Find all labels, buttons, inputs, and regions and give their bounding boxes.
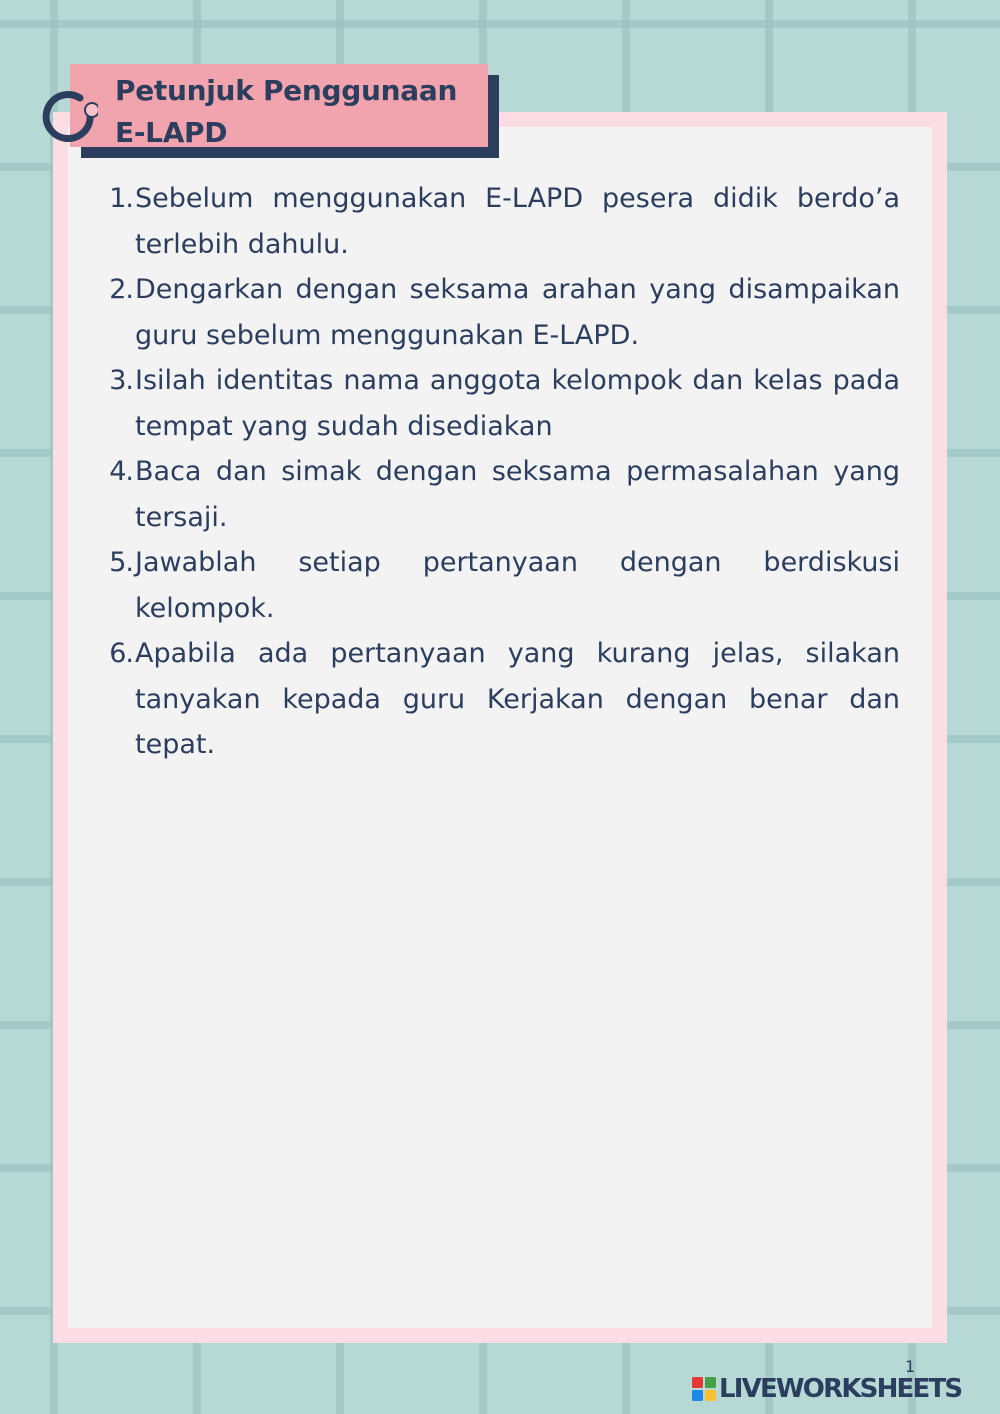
instruction-number: 6. — [109, 638, 133, 669]
liveworksheets-logo-icon — [692, 1377, 716, 1401]
instruction-text: Sebelum menggunakan E-LAPD pesera didik berdo’a terlebih dahulu. — [135, 183, 900, 260]
instruction-number: 1. — [109, 183, 133, 214]
instruction-item — [100, 176, 900, 267]
instruction-item — [100, 449, 900, 540]
instruction-number: 2. — [109, 274, 133, 305]
page-title: Petunjuk Penggunaan E-LAPD — [115, 74, 458, 149]
instruction-text: Apabila ada pertanyaan yang kurang jelas, silakan tanyakan kepada guru Kerjakan dengan benar dan tepat. — [135, 638, 900, 760]
instruction-number: 4. — [109, 456, 133, 487]
liveworksheets-brand[interactable] — [692, 1374, 961, 1404]
title-banner — [70, 64, 488, 147]
instruction-item — [100, 540, 900, 631]
instruction-text: Dengarkan dengan seksama arahan yang disampaikan guru sebelum menggunakan E-LAPD. — [135, 274, 900, 351]
instruction-text: Isilah identitas nama anggota kelompok dan kelas pada tempat yang sudah disediakan — [135, 365, 900, 442]
instruction-text: Jawablah setiap pertanyaan dengan berdiskusi kelompok. — [135, 547, 900, 624]
instruction-number: 5. — [109, 547, 133, 578]
instruction-text: Baca dan simak dengan seksama permasalahan yang tersaji. — [135, 456, 900, 533]
instruction-item — [100, 267, 900, 358]
instruction-item — [100, 631, 900, 768]
instruction-item — [100, 358, 900, 449]
instruction-list — [100, 176, 900, 768]
brand-name: LIVEWORKSHEETS — [719, 1374, 962, 1404]
instruction-number: 3. — [109, 365, 133, 396]
ring-decoration-icon — [38, 82, 98, 142]
page-number: 1 — [905, 1357, 916, 1376]
